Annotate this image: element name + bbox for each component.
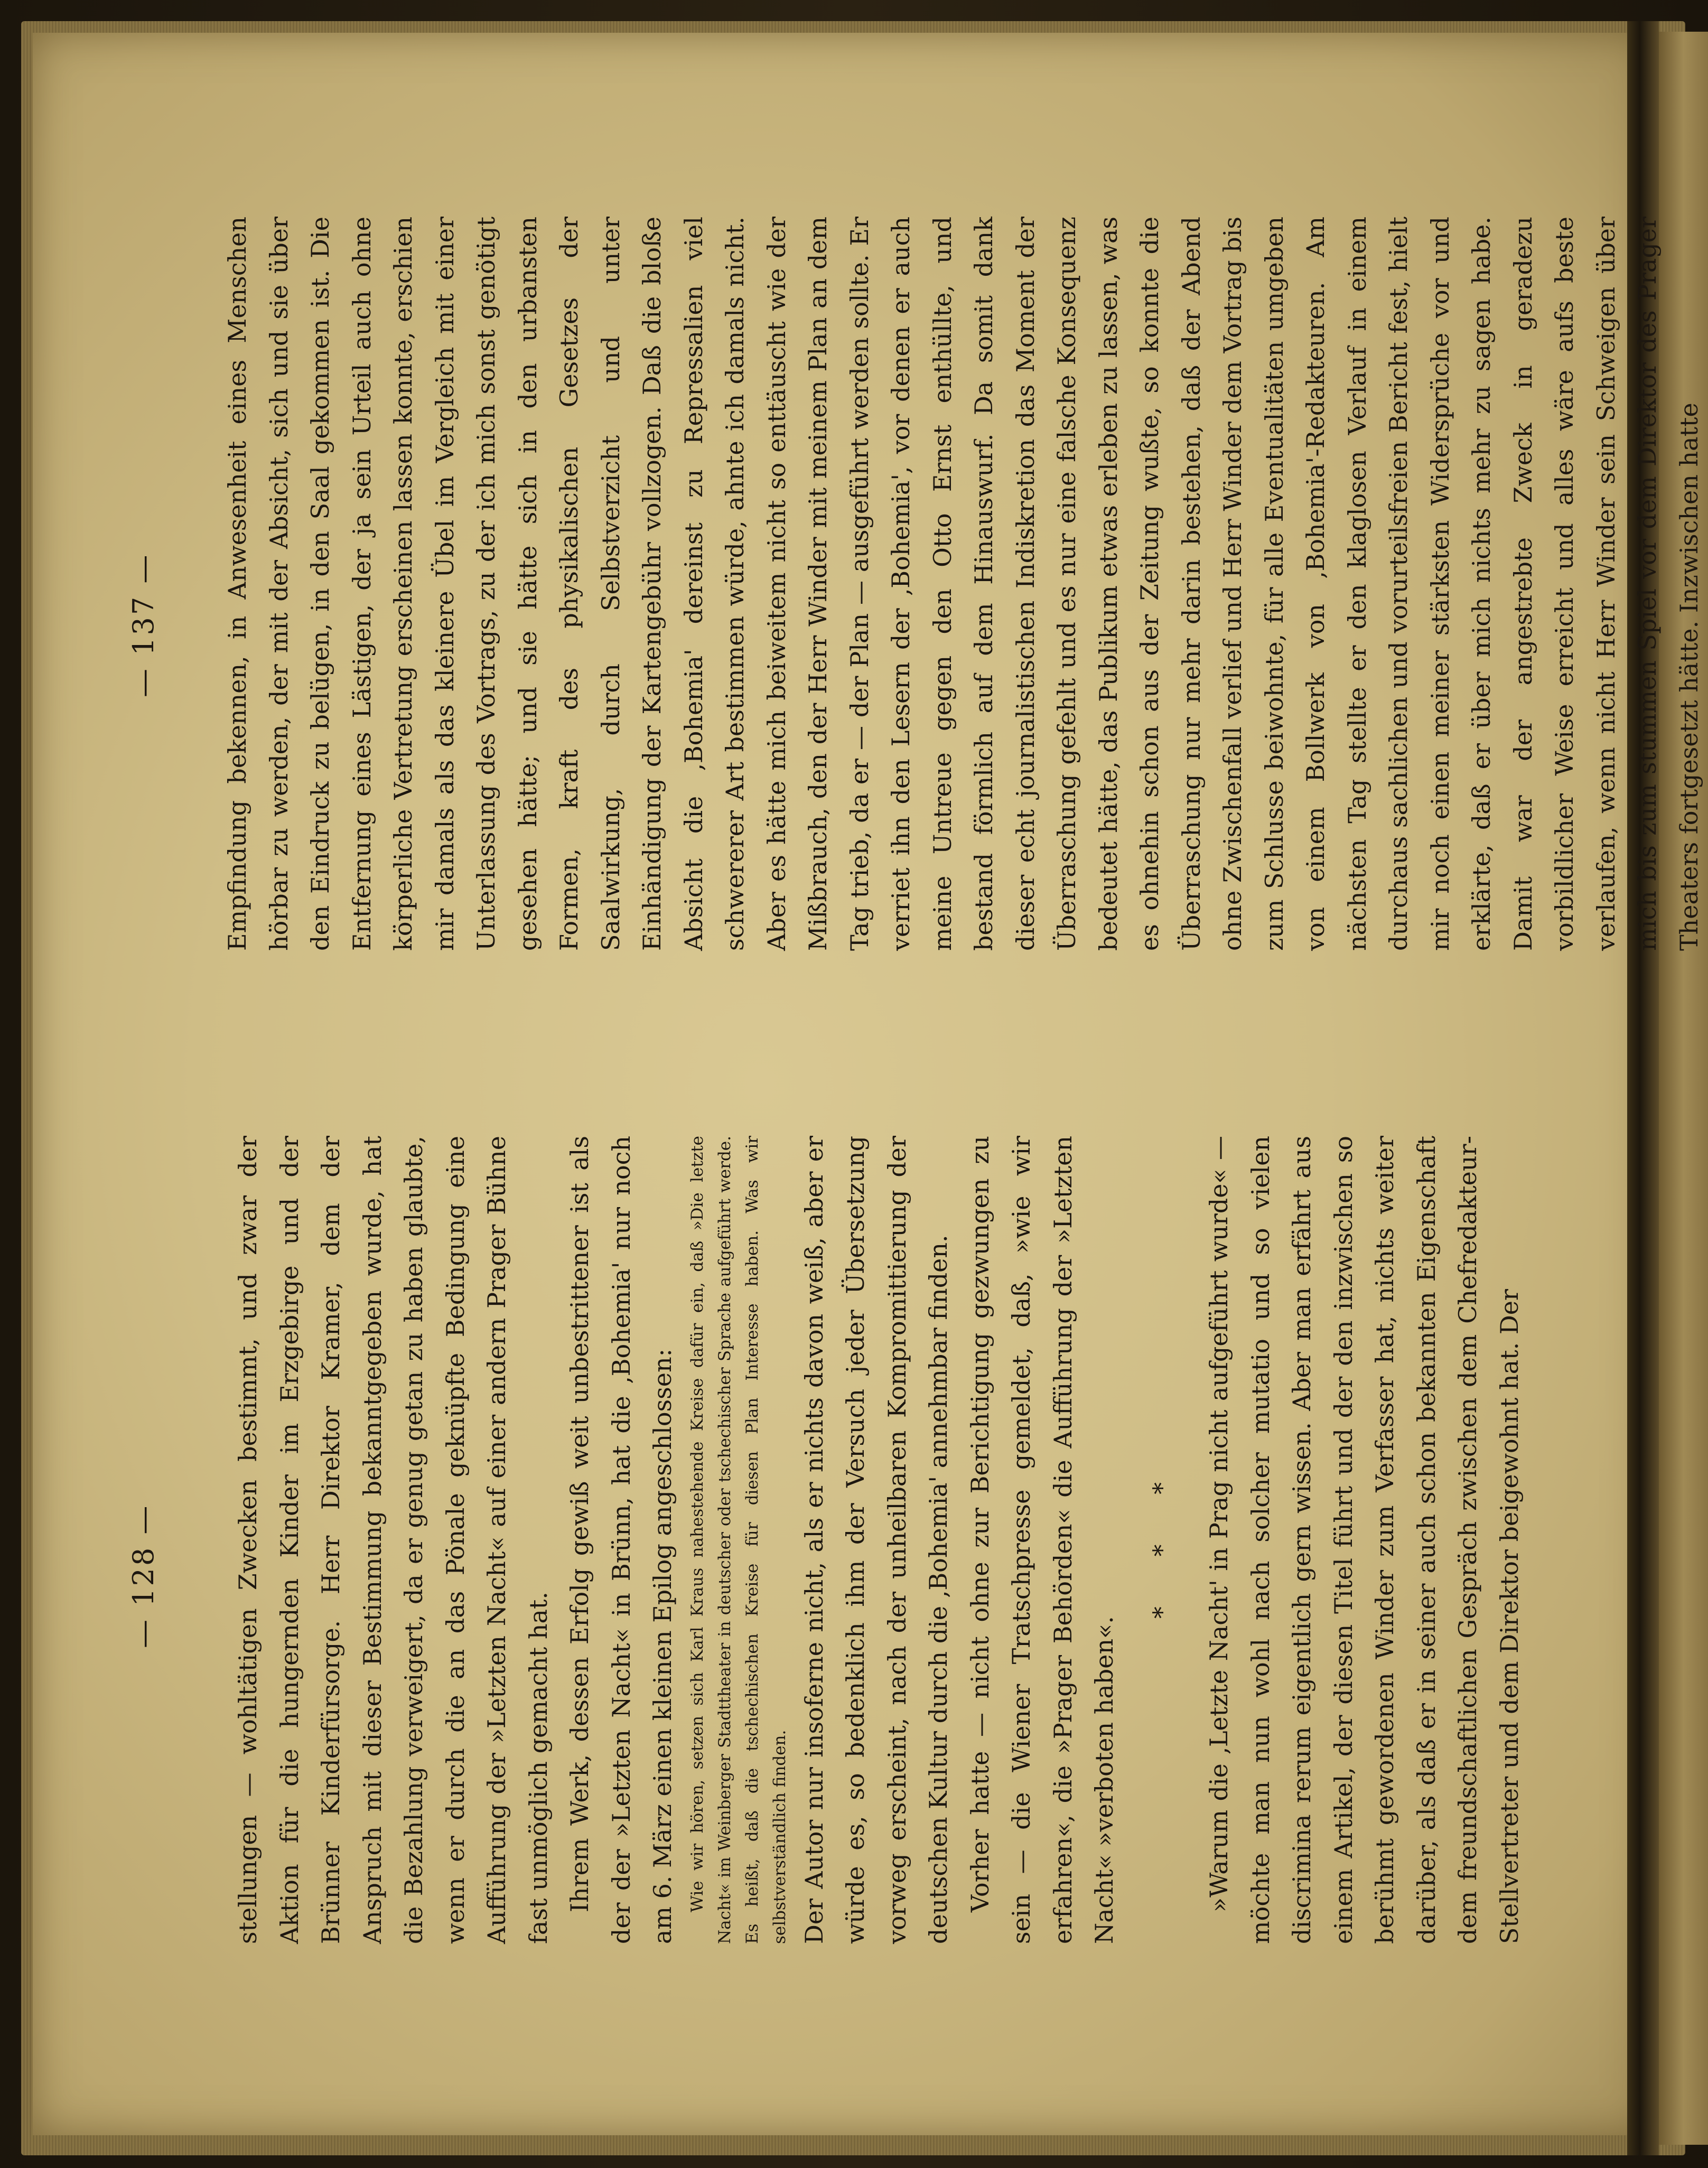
section-separator: * * * xyxy=(1147,1461,1176,1619)
quoted-notice xyxy=(684,1136,794,1944)
paragraph: Der Autor nur insoferne nicht, als er nichts davon weiß, aber er würde es, so bedenklich ihm der Versuch jeder Übersetzung vorweg erscheint, nach der unheilbaren Kompromittierung der deutschen Kultur durch die ‚Bohemia' annehmbar finden. xyxy=(799,1136,953,1944)
paragraph: stellungen — wohltätigen Zwecken bestimmt, und zwar der Aktion für die hungernden Kinder im Erzgebirge und der Brünner Kinderfürsorge. Herr Direktor Kramer, dem der Anspruch mit dieser Bestimmung bekanntgegeben wurde, hat die Bezahlung verweigert, da er genug getan zu haben glaubte, wenn er durch die an das Pönale geknüpfte Bedingung eine Aufführung der »Letzten Nacht« auf einer andern Prager Bühne fast unmöglich gemacht hat. xyxy=(234,1136,553,1944)
page-number-left: — 128 — xyxy=(127,1503,160,1648)
page-128-column xyxy=(227,1136,1524,1944)
paragraph: Ihrem Werk, dessen Erfolg gewiß weit unbestrittener ist als der der »Letzten Nacht« in Brünn, hat die ‚Bohemia' nur noch am 6. März einen kleinen Epilog angeschlossen: xyxy=(565,1136,677,1944)
paragraph: Vorher hatte — nicht ohne zur Berichtigung gezwungen zu sein — die Wiener Tratschpresse gemeldet, daß, »wie wir erfahren«, die »Prager Behörden« die Aufführung der »Letzten Nacht« »verboten haben«. xyxy=(965,1136,1118,1944)
quote-text: Wie wir hören, setzen sich Karl Kraus nahestehende Kreise dafür ein, daß »Die letzte Nacht« im Weinberger Stadttheater in deutscher oder tschechischer Sprache aufgeführt werde. Es heißt, daß die tschechischen Kreise für diesen Plan Interesse haben. Was wir selbstverständlich finden. xyxy=(687,1136,789,1944)
page-137-column xyxy=(217,217,1703,951)
paragraph: »Warum die ‚Letzte Nacht' in Prag nicht aufgeführt wurde« — möchte man nun wohl nach solcher mutatio und so vielen discrimina rerum eigentlich gern wissen. Aber man erfährt aus einem Artikel, der diesen Titel führt und der den inzwischen so berühmt gewordenen Winder zum Verfasser hat, nichts weiter darüber, als daß er in seiner auch schon bekannten Eigenschaft dem freundschaftlichen Gespräch zwischen dem Chefredakteur-Stellvertreter und dem Direktor beigewohnt hat. Der xyxy=(1205,1136,1524,1944)
page-number-right: — 137 — xyxy=(127,553,160,697)
paragraph: Empfindung bekennen, in Anwesenheit eines Menschen hörbar zu werden, der mit der Absicht, sich und sie über den Eindruck zu belügen, in den Saal gekommen ist. Die Entfernung eines Lästigen, der ja sein Urteil auch ohne körperliche Vertretung erscheinen lassen konnte, erschien mir damals als das kleinere Übel im Vergleich mit einer Unterlassung des Vortrags, zu der ich mich sonst genötigt gesehen hätte; und sie hätte sich in den urbansten Formen, kraft des physikalischen Gesetzes der Saalwirkung, durch Selbstverzicht und unter Einhändigung der Kartengebühr vollzogen. Daß die bloße Absicht die ‚Bohemia' dereinst zu Repressalien viel schwererer Art bestimmen würde, ahnte ich damals nicht. Aber es hätte mich beiweitem nicht so enttäuscht wie der Mißbrauch, den der Herr Winder mit meinem Plan an dem Tag trieb, da er — der Plan — ausgeführt werden sollte. Er verriet ihn den Lesern der ‚Bohemia', vor denen er auch meine Untreue gegen den Otto Ernst enthüllte, und bestand förmlich auf dem Hinauswurf. Da somit dank dieser echt journalistischen Indiskretion das Moment der Überraschung gefehlt und es nur eine falsche Konsequenz bedeutet hätte, das Publikum etwas erleben zu lassen, was es ohnehin schon aus der Zeitung wußte, so konnte die Überraschung nur mehr darin bestehen, daß der Abend ohne Zwischenfall verlief und Herr Winder dem Vortrag bis zum Schlusse beiwohnte, für alle Eventualitäten umgeben von einem Bollwerk von ‚Bohemia'-Redakteuren. Am nächsten Tag stellte er den klaglosen Verlauf in einem durchaus sachlichen und vorurteilsfreien Bericht fest, hielt mir noch einen meiner stärksten Widersprüche vor und erklärte, daß er über mich nichts mehr zu sagen habe. Damit war der angestrebte Zweck in geradezu vorbildlicher Weise erreicht und alles wäre aufs beste verlaufen, wenn nicht Herr Winder sein Schweigen über mich bis zum stummen Spiel vor dem Direktor des Prager Theaters fortgesetzt hätte. Inzwischen hatte xyxy=(223,217,1703,951)
